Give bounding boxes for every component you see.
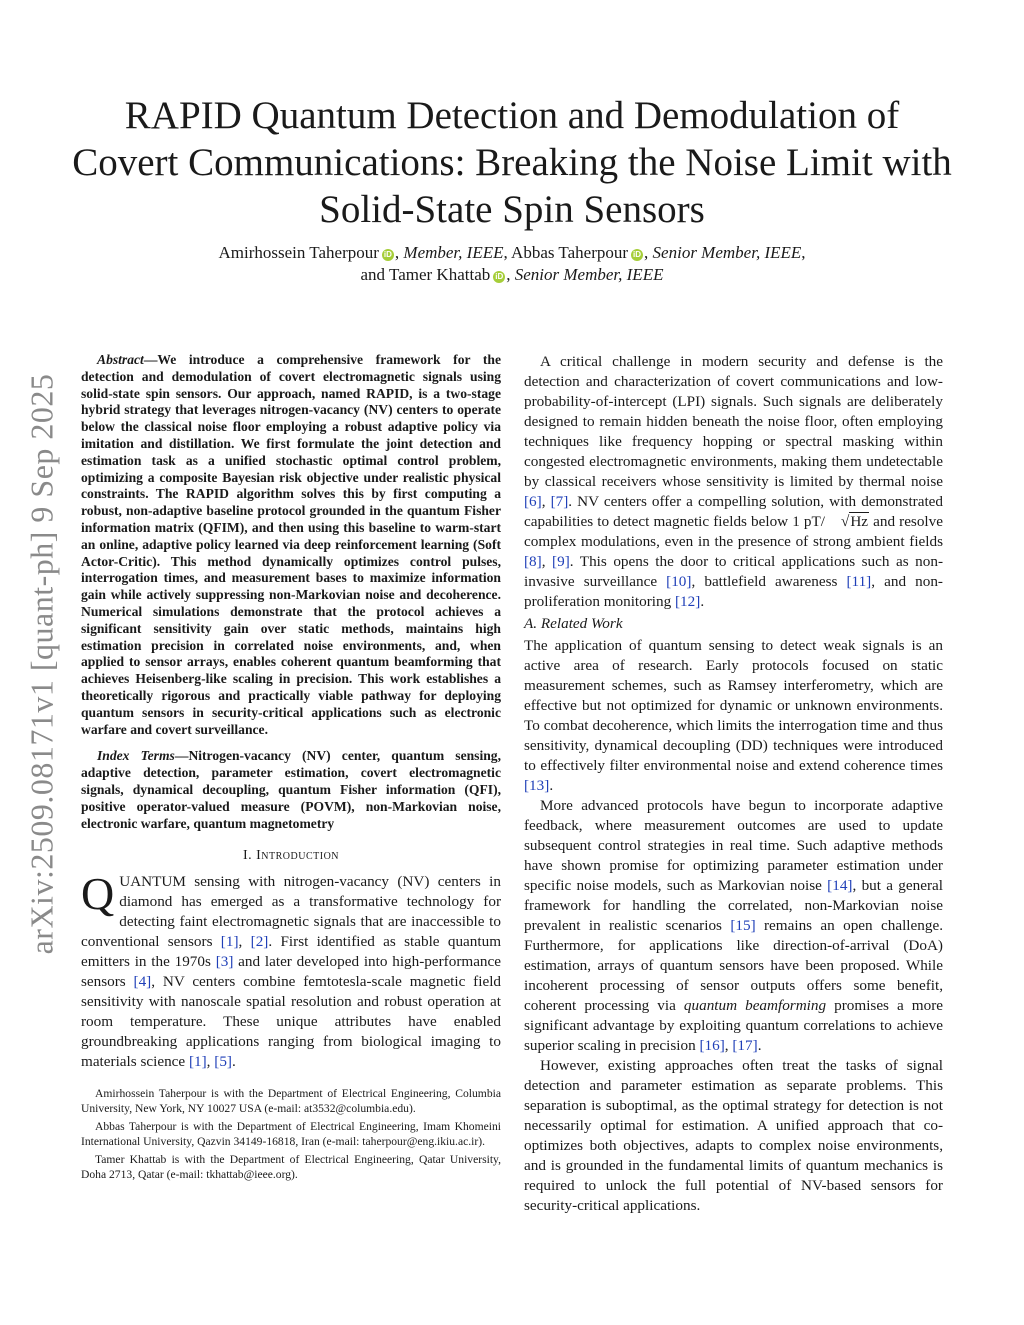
body-paragraph: A critical challenge in modern security and defense is the detection and characterization of covert communications and low-probability-of-intercept (LPI) signals. Such signals are deliberately designed to remain hidden beneath the noise floor, often employing techniques like frequency hopping or spectral masking within congested electromagnetic environments, making them undetectable by classical receivers whose sensitivity is limited by thermal noise [6], [7]. NV centers offer a compelling solution, with demonstrated capabilities to detect magnetic fields below 1 pT/ √Hz and resolve complex modulations, even in the presence of strong ambient fields [8], [9]. This opens the door to critical applications such as non-invasive surveillance [10], battlefield awareness [11], and non-proliferation monitoring [12].: [524, 353, 944, 610]
citation-link[interactable]: [1]: [188, 1053, 207, 1071]
citation-link[interactable]: [16]: [699, 1037, 725, 1054]
body-paragraph: The application of quantum sensing to detect weak signals is an active area of research. Early protocols focused on static measurement schemes, such as Ramsey interferometry, which are effective but not optimized for dynamic or unknown environments. To combat decoherence, which limits the interrogation time and thus sensitivity, dynamical decoupling (DD) techniques were introduced to effectively filter environmental noise and extend coherence times [13].: [524, 637, 943, 794]
author-footnotes: [81, 1086, 501, 1182]
citation-link[interactable]: [4]: [133, 973, 152, 991]
paper-title: RAPID Quantum Detection and Demodulation of Covert Communications: Breaking the Noise Limit with Solid-State Spin Sensors: [72, 94, 952, 231]
author-role: Senior Member, IEEE: [652, 243, 802, 262]
subsection-heading-related-work: A. Related Work: [524, 615, 623, 632]
body-paragraph: More advanced protocols have begun to incorporate adaptive feedback, where measurement outcomes are used to update subsequent control strategies in real time. Such adaptive methods have shown promise for optimizing parameter estimation under specific noise models, such as Markovian noise [14], but a general framework for handling the correlated, non-Markovian noise prevalent in realistic scenarios [15] remains an open challenge. Furthermore, for applications like direction-of-arrival (DoA) estimation, arrays of quantum sensors have been proposed. While incoherent processing of sensor outputs offers some benefit, coherent processing via quantum beamforming promises a more significant advantage by exploiting quantum correlations to achieve superior scaling in precision [16], [17].: [524, 797, 943, 1054]
drop-cap: Q: [81, 868, 115, 920]
left-column: [81, 352, 501, 1185]
citation-link[interactable]: [2]: [250, 933, 269, 951]
index-terms: [81, 748, 501, 832]
citation-link[interactable]: [10]: [666, 573, 692, 590]
index-terms-text: —Nitrogen-vacancy (NV) center, quantum sensing, adaptive detection, parameter estimation, covert electromagnetic signals, dynamical decoupling, quantum Fisher information (QFI), positive operator-valued measure (POVM), non-Markovian noise, electronic warfare, quantum magnetometry: [81, 748, 501, 831]
footnote: Tamer Khattab is with the Department of Electrical Engineering, Qatar University, Doha 2713, Qatar (e-mail: tkhattab@ieee.org).: [81, 1153, 501, 1182]
citation-link[interactable]: [3]: [215, 953, 234, 971]
author-name: Abbas Taherpour: [511, 243, 629, 262]
arxiv-identifier-stamp: arXiv:2509.08171v1 [quant-ph] 9 Sep 2025: [23, 373, 60, 955]
section-heading-introduction: I. Introduction: [242, 848, 340, 864]
author-role: Member, IEEE: [403, 243, 504, 262]
abstract-text: —We introduce a comprehensive framework for the detection and demodulation of covert electromagnetic signals using solid-state spin sensors. Our approach, named RAPID, is a two-stage hybrid strategy that leverages nitrogen-vacancy (NV) centers to operate below the classical noise floor employing a robust adaptive policy via imitation and distillation. We first formulate the joint detection and estimation task as a unified stochastic optimal control problem, optimizing a composite Bayesian risk objective under realistic physical constraints. The RAPID algorithm solves this by first computing a robust, non-adaptive baseline protocol grounded in the quantum Fisher information matrix (QFIM), and then using this baseline to warm-start an online, adaptive policy learned via deep reinforcement learning (Soft Actor-Critic). This method dynamically optimizes control pulses, interrogation times, and measurement bases to maximize information gain while actively suppressing non-Markovian noise and decoherence. Numerical simulations demonstrate that the protocol achieves a significant sensitivity gain over static methods, maintains high estimation precision in correlated noise environments, and, when applied to sensor arrays, enables coherent quantum beamforming that achieves Heisenberg-like scaling in precision. This work establishes a theoretically rigorous and practically viable pathway for deploying quantum sensors in security-critical applications such as electronic warfare and covert surveillance.: [81, 352, 501, 737]
citation-link[interactable]: [5]: [214, 1053, 232, 1071]
citation-link[interactable]: [14]: [827, 877, 853, 894]
intro-paragraph: QUANTUM sensing with nitrogen-vacancy (NV) centers in diamond has emerged as a transformative technology for detecting faint electromagnetic signals that are inaccessible to conventional sensors [1], [2]. First identified as stable quantum emitters in the 1970s [3] and later developed into high-performance sensors [4], NV centers combine femtotesla-scale magnetic field sensitivity with nanoscale spatial resolution and robust operation at room temperature. These unique attributes have enabled groundbreaking applications ranging from biological imaging to materials science [1], [5].: [81, 868, 502, 1071]
body-paragraph: However, existing approaches often treat the tasks of signal detection and parameter estimation as separate problems. This separation is suboptimal, as the optimal strategy for detection is not necessarily optimal for estimation. A unified approach that co-optimizes both objectives, adapts to complex noise environments, and is grounded in the fundamental limits of quantum mechanics is required to unlock the full potential of NV-based sensors for security-critical applications.: [524, 1057, 943, 1214]
citation-link[interactable]: [9]: [552, 553, 570, 570]
citation-link[interactable]: [11]: [846, 573, 872, 590]
author-name: and Tamer Khattab: [360, 265, 491, 284]
citation-link[interactable]: [8]: [524, 553, 542, 570]
sqrt-symbol: √Hz: [840, 513, 869, 530]
abstract: [81, 352, 501, 738]
citation-link[interactable]: [12]: [675, 593, 701, 610]
footnote: Amirhossein Taherpour is with the Department of Electrical Engineering, Columbia University, New York, NY 10027 USA (e-mail: at3532@columbia.edu).: [81, 1087, 501, 1116]
footnote: Abbas Taherpour is with the Department of Electrical Engineering, Imam Khomeini International University, Qazvin 34149-16818, Iran (e-mail: taherpour@eng.ikiu.ac.ir).: [81, 1120, 501, 1149]
citation-link[interactable]: [13]: [524, 777, 550, 794]
right-column: [524, 352, 943, 1216]
abstract-label: Abstract: [97, 352, 144, 367]
author-name: Amirhossein Taherpour: [218, 243, 379, 262]
orcid-icon[interactable]: iD: [383, 250, 392, 259]
author-list: Amirhossein Taherpour iD , Member, IEEE, Abbas Taherpour iD , Senior Member, IEEE, and Tamer Khattab iD , Senior Member, IEEE: [218, 243, 806, 284]
citation-link[interactable]: [15]: [730, 917, 756, 934]
index-terms-label: Index Terms: [97, 748, 175, 764]
author-role: Senior Member, IEEE: [514, 265, 664, 284]
orcid-icon[interactable]: iD: [633, 250, 642, 259]
orcid-icon[interactable]: iD: [495, 272, 504, 281]
citation-link[interactable]: [1]: [220, 933, 239, 951]
citation-link[interactable]: [6]: [524, 493, 542, 510]
citation-link[interactable]: [7]: [550, 493, 569, 510]
citation-link[interactable]: [17]: [732, 1037, 758, 1054]
